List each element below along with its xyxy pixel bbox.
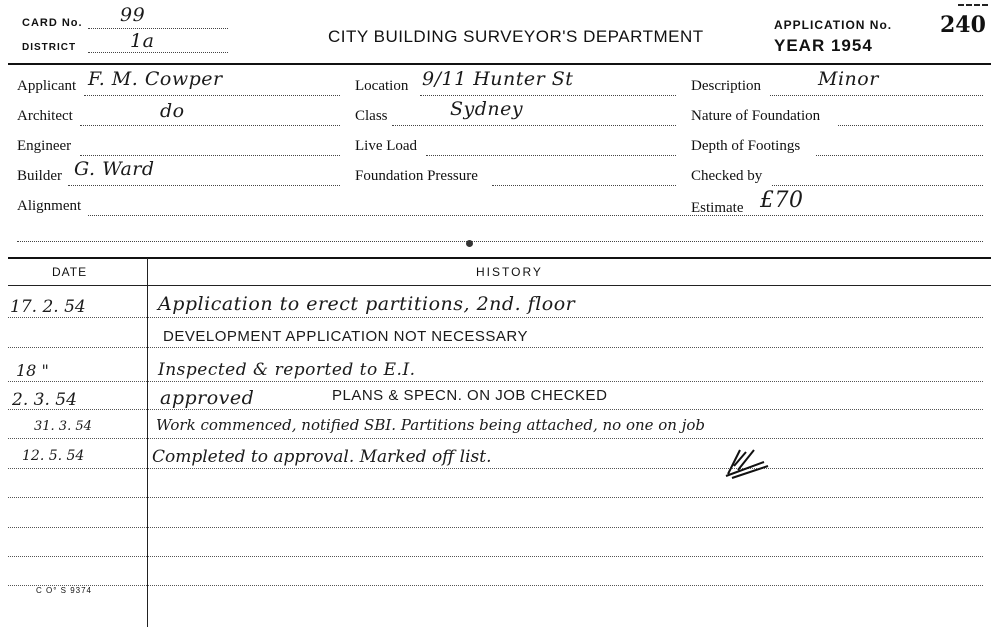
header-divider: [8, 63, 991, 65]
history-rule: [8, 438, 983, 439]
architect-value: do: [160, 100, 185, 122]
checked-by-label: Checked by: [691, 168, 763, 184]
location-value: 9/11 Hunter St: [422, 68, 574, 90]
decorative-dash: [958, 4, 988, 6]
history-rule: [8, 497, 983, 498]
year-label: YEAR 1954: [774, 36, 873, 55]
engineer-label: Engineer: [17, 138, 72, 154]
foundation-pressure-label: Foundation Pressure: [355, 168, 478, 184]
alignment-label: Alignment: [17, 198, 82, 214]
printer-code: C O° S 9374: [36, 586, 92, 595]
history-date: 31. 3. 54: [34, 419, 92, 434]
description-label: Description: [691, 78, 761, 94]
history-rule: [8, 585, 983, 586]
history-text: Completed to approval. Marked off list.: [152, 447, 492, 467]
class-label: Class: [355, 108, 388, 124]
nature-line: [838, 125, 983, 126]
fields-divider: [8, 257, 991, 259]
builder-line: [68, 185, 340, 186]
depth-of-footings-label: Depth of Footings: [691, 138, 801, 154]
card-no-line: [88, 28, 228, 29]
history-text: Work commenced, notified SBI. Partitions being attached, no one on job: [156, 416, 706, 434]
applicant-line: [84, 95, 340, 96]
history-stamp: DEVELOPMENT APPLICATION NOT NECESSARY: [163, 328, 528, 345]
estimate-value: £70: [760, 188, 804, 213]
history-column-header: HISTORY: [476, 265, 543, 279]
description-value: Minor: [818, 68, 879, 90]
history-date: 12. 5. 54: [22, 448, 85, 464]
foundation-pressure-line: [492, 185, 676, 186]
history-text: Inspected & reported to E.I.: [158, 360, 416, 380]
depth-line: [816, 155, 983, 156]
history-date: 18 ": [16, 361, 49, 380]
architect-line: [80, 125, 340, 126]
history-text-handwritten: approved: [160, 387, 255, 409]
card-no-value: 99: [120, 4, 146, 26]
history-text: Application to erect partitions, 2nd. floor: [158, 293, 576, 315]
punch-hole: [466, 240, 473, 247]
history-rule: [8, 409, 983, 410]
nature-of-foundation-label: Nature of Foundation: [691, 108, 821, 124]
date-column-divider: [147, 258, 148, 627]
history-header-rule: [8, 285, 991, 286]
class-value: Sydney: [450, 98, 524, 120]
engineer-line: [80, 155, 340, 156]
architect-label: Architect: [17, 108, 73, 124]
history-rule: [8, 347, 983, 348]
builder-label: Builder: [17, 168, 62, 184]
description-line: [770, 95, 983, 96]
history-rule: [8, 317, 983, 318]
history-stamp: PLANS & SPECN. ON JOB CHECKED: [332, 387, 608, 404]
district-label: DISTRICT: [22, 42, 77, 53]
department-title: CITY BUILDING SURVEYOR'S DEPARTMENT: [328, 27, 704, 46]
history-date: 2. 3. 54: [12, 390, 77, 410]
card-no-label: CARD No.: [22, 17, 83, 29]
applicant-label: Applicant: [17, 78, 77, 94]
district-value: 1a: [130, 30, 155, 52]
alignment-line: [88, 215, 983, 216]
history-rule: [8, 381, 983, 382]
estimate-label: Estimate: [691, 200, 744, 216]
history-rule: [8, 556, 983, 557]
application-no-value: 240: [940, 12, 986, 38]
history-rule: [8, 468, 983, 469]
class-line: [392, 125, 676, 126]
location-line: [420, 95, 676, 96]
builder-value: G. Ward: [74, 158, 155, 180]
location-label: Location: [355, 78, 409, 94]
application-no-label: APPLICATION No.: [774, 18, 893, 32]
checked-line: [772, 185, 983, 186]
live-load-line: [426, 155, 676, 156]
blank-line: [17, 241, 983, 242]
history-rule: [8, 527, 983, 528]
date-column-header: DATE: [52, 265, 88, 279]
district-line: [88, 52, 228, 53]
history-date: 17. 2. 54: [10, 297, 86, 317]
applicant-value: F. M. Cowper: [88, 68, 223, 90]
initials-signature: [724, 444, 772, 480]
live-load-label: Live Load: [355, 138, 418, 154]
